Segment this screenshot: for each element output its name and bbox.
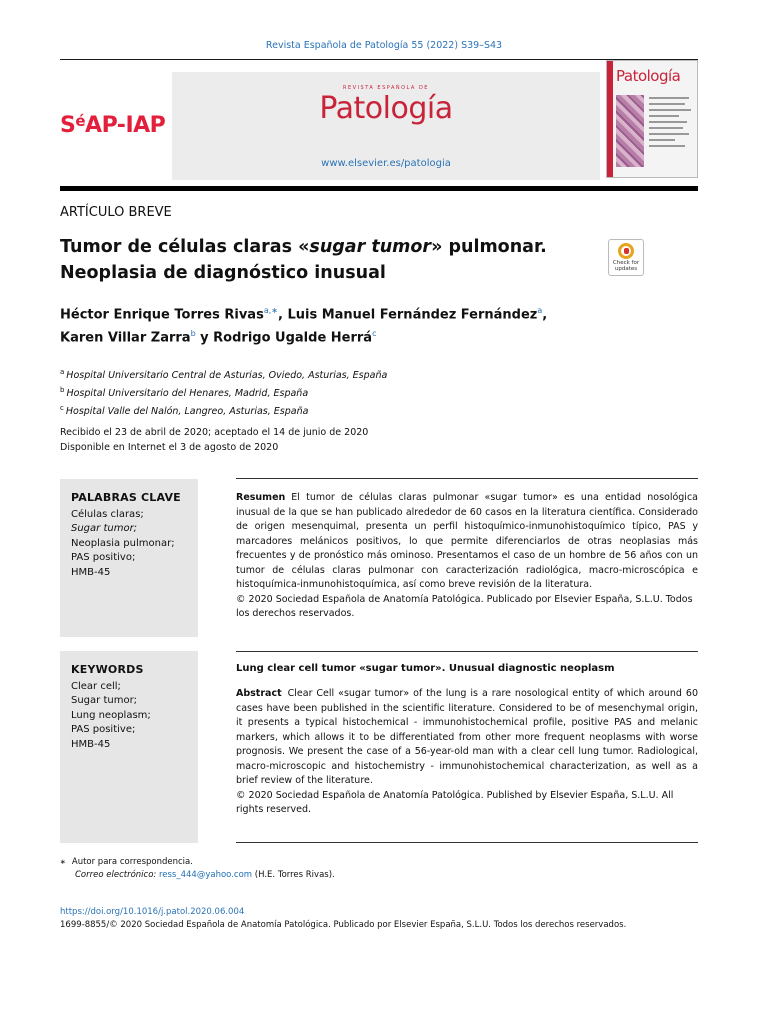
abstract-es [236,491,698,622]
society-logo: $S^éAP$-IAP [60,112,166,138]
author-separator: , [542,307,548,323]
affiliation-text: Hospital Universitario del Henares, Madrid, España [66,388,309,400]
keyword-item: PAS positivo; [71,552,136,563]
received-date: Recibido el 23 de abril de 2020; aceptado el 14 de junio de 2020 [60,427,369,438]
online-date: Disponible en Internet el 3 de agosto de 2020 [60,442,279,453]
journal-cover-image [606,60,698,178]
author-affiliation-link[interactable]: c [372,329,377,339]
affiliation-item [60,383,387,401]
journal-url-link[interactable]: www.elsevier.es/patologia [321,158,451,169]
keyword-item: Neoplasia pulmonar; [71,537,175,549]
abstract-rule [236,842,698,843]
abstract-en [236,687,698,818]
author-separator: , [277,307,288,323]
author-name: Karen Villar Zarra [60,330,191,346]
cover-histology-image [616,95,644,167]
title-part-1: Tumor de células claras « [60,237,310,257]
email-link[interactable]: ress_444@yahoo.com [158,870,253,880]
check-updates-icon [618,243,634,259]
affiliation-marker: a [60,368,65,376]
author-affiliation-link[interactable]: b [190,329,196,339]
doi-link[interactable]: https://doi.org/10.1016/j.patol.2020.06.004 [60,907,245,917]
article-dates [60,425,368,455]
abstract-body-es: El tumor de células claras pulmonar «sugar tumor» es una entidad nosológica inusual de la que se han publicado alrededor de 60 casos en la literatura científica. Considerado de origen mesenquimal, presenta un perfil histoquímico-inmunohistoquímico típico, PAS y marcadores melánicos positivos, lo que permite diferenciarlos de otras neoplasias más frecuentes y de pronóstico más ominoso. Presentamos el caso de un hombre de 56 años con un tumor de células claras pulmonar con caracterización radiológica, macro-microscópica e histoquímica-inmunohistoquímica, así como breve revisión de la literatura. [236,492,698,590]
affiliations [60,365,387,419]
issn-copyright-line: 1699-8855/© 2020 Sociedad Española de Anatomía Patológica. Publicado por Elsevier España, S.L.U. Todos los derechos reservados. [60,920,627,930]
check-for-updates-button[interactable] [608,239,644,276]
affiliation-marker: b [60,386,65,395]
keyword-item: Lung neoplasm; [71,709,151,721]
abstract-copyright-es: © 2020 Sociedad Española de Anatomía Patológica. Publicado por Elsevier España, S.L.U. Todos los derechos reservados. [236,593,693,619]
keywords-box-en [60,651,198,843]
affiliation-text: Hospital Valle del Nalón, Langreo, Asturias, España [65,406,309,418]
journal-banner-kicker: REVISTA ESPAÑOLA DE [343,85,429,91]
author-list [60,301,700,348]
abstract-body-en: Clear Cell «sugar tumor» of the lung is a rare nosological entity of which around 60 cases have been published in the scientific literature. Considered to be of mesenchymal origin, it presents a typical histochemical - immunohistochemical profile, positive PAS and melanic markers, which allows it to be differentiated from other more frequent neoplasms with worse prognosis. We present the case of a 56-year-old man with a clear cell lung tumor. Radiological, macro-microscopic and histochemistry - immunohistochemical characterization, as well as a brief review of the literature. [236,688,698,786]
cover-text-lines [649,97,693,151]
author-name: Rodrigo Ugalde Herrá [213,330,373,346]
keyword-item: Sugar tumor; [71,695,138,706]
affiliation-item [60,365,387,383]
keyword-item: HMB-45 [71,738,111,750]
keywords-heading-en: KEYWORDS [71,663,144,676]
author-name: Héctor Enrique Torres Rivas [60,307,264,323]
author-affiliation-link[interactable]: a,∗ [263,306,278,315]
author-separator: y [195,330,214,346]
abstract-title-en: Lung clear cell tumor «sugar tumor». Unusual diagnostic neoplasm [236,663,615,674]
cover-stripe [607,61,613,178]
abstract-rule [236,651,698,652]
email-label: Correo electrónico: [75,870,157,880]
keywords-box-es [60,479,198,637]
journal-title: Patología [319,91,453,126]
title-part-2: » pulmonar. Neoplasia de diagnóstico inusual [60,237,547,283]
running-head[interactable]: Revista Española de Patología 55 (2022) S39–S43 [265,40,503,51]
keyword-item: HMB-45 [71,566,111,578]
article-type: ARTÍCULO BREVE [60,205,172,220]
cover-title: Patología [616,67,681,85]
affiliation-text: Hospital Universitario Central de Asturias, Oviedo, Asturias, España [66,370,388,382]
affiliation-marker: c [60,404,64,413]
header-rule [60,59,698,60]
abstract-lead-es: Resumen [236,492,286,503]
affiliation-item [60,401,387,419]
check-updates-label: Check for updates [612,260,640,272]
header-thick-rule [60,186,698,191]
title-italic-part: sugar tumor [309,237,432,257]
email-owner: (H.E. Torres Rivas). [254,870,335,880]
abstract-rule [236,478,698,479]
keyword-item: Clear cell; [71,680,121,692]
correspondence-footnote [60,856,335,882]
keyword-item: Células claras; [71,508,144,520]
article-title [60,234,580,286]
author-affiliation-link[interactable]: a [537,306,543,315]
footnote-text: Autor para correspondencia. [71,857,193,867]
keywords-heading-es: PALABRAS CLAVE [71,491,181,504]
abstract-lead-en: Abstract [236,688,282,699]
keyword-item: Sugar tumor; [71,523,138,534]
footnote-marker: ∗ [60,858,66,866]
abstract-copyright-en: © 2020 Sociedad Española de Anatomía Patológica. Published by Elsevier España, S.L.U. All rights reserved. [236,789,674,815]
keyword-item: PAS positive; [71,724,136,735]
journal-banner [172,72,600,180]
author-name: Luis Manuel Fernández Fernández [287,307,538,323]
